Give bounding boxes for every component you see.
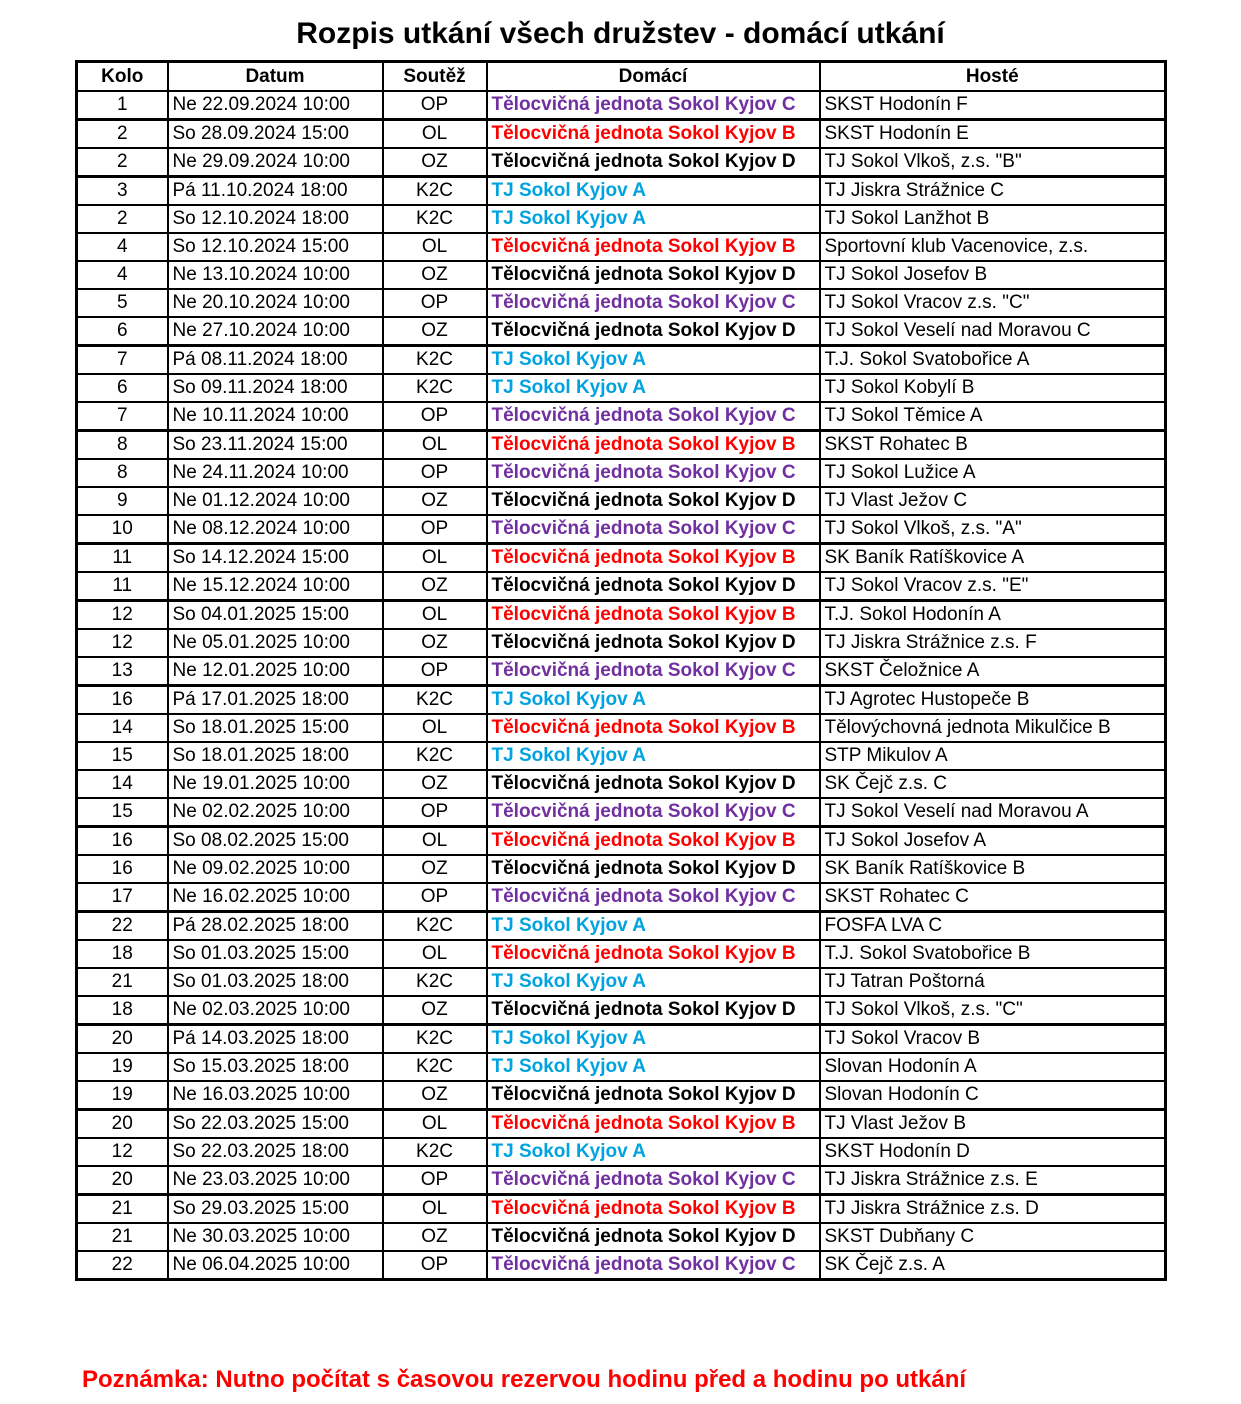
cell-kolo: 2: [77, 120, 168, 149]
cell-datum: Ne 02.02.2025 10:00: [168, 798, 383, 827]
cell-domaci: Tělocvičná jednota Sokol Kyjov B: [487, 544, 820, 573]
cell-soutez: OZ: [383, 487, 487, 515]
column-header-datum: Datum: [168, 62, 383, 92]
cell-soutez: K2C: [383, 205, 487, 233]
cell-domaci: Tělocvičná jednota Sokol Kyjov C: [487, 657, 820, 686]
cell-datum: So 22.03.2025 15:00: [168, 1110, 383, 1139]
cell-kolo: 5: [77, 289, 168, 317]
cell-kolo: 20: [77, 1110, 168, 1139]
cell-kolo: 22: [77, 912, 168, 941]
table-row: [77, 261, 1166, 289]
cell-kolo: 18: [77, 996, 168, 1025]
cell-soutez: OP: [383, 459, 487, 487]
cell-datum: So 23.11.2024 15:00: [168, 431, 383, 460]
column-header-domaci: Domácí: [487, 62, 820, 92]
cell-kolo: 11: [77, 544, 168, 573]
cell-soutez: OP: [383, 883, 487, 912]
cell-soutez: K2C: [383, 742, 487, 770]
cell-datum: So 14.12.2024 15:00: [168, 544, 383, 573]
cell-soutez: OZ: [383, 629, 487, 657]
cell-kolo: 7: [77, 346, 168, 375]
cell-soutez: OL: [383, 1110, 487, 1139]
cell-domaci: Tělocvičná jednota Sokol Kyjov D: [487, 855, 820, 883]
table-row: [77, 205, 1166, 233]
table-row: [77, 686, 1166, 715]
cell-datum: So 12.10.2024 15:00: [168, 233, 383, 261]
table-row: [77, 374, 1166, 402]
cell-hoste: SKST Hodonín E: [820, 120, 1166, 149]
cell-soutez: OZ: [383, 996, 487, 1025]
cell-datum: So 01.03.2025 18:00: [168, 968, 383, 996]
cell-soutez: OZ: [383, 317, 487, 346]
cell-domaci: Tělocvičná jednota Sokol Kyjov D: [487, 1081, 820, 1110]
table-row: [77, 431, 1166, 460]
cell-domaci: Tělocvičná jednota Sokol Kyjov B: [487, 1110, 820, 1139]
cell-domaci: TJ Sokol Kyjov A: [487, 912, 820, 941]
table-row: [77, 544, 1166, 573]
cell-datum: Ne 08.12.2024 10:00: [168, 515, 383, 544]
cell-datum: Ne 30.03.2025 10:00: [168, 1223, 383, 1251]
table-row: [77, 855, 1166, 883]
cell-kolo: 11: [77, 572, 168, 601]
cell-hoste: STP Mikulov A: [820, 742, 1166, 770]
cell-kolo: 12: [77, 1138, 168, 1166]
column-header-kolo: Kolo: [77, 62, 168, 92]
table-row: [77, 1138, 1166, 1166]
cell-soutez: OZ: [383, 572, 487, 601]
cell-datum: Ne 09.02.2025 10:00: [168, 855, 383, 883]
cell-soutez: OL: [383, 601, 487, 630]
cell-datum: Pá 17.01.2025 18:00: [168, 686, 383, 715]
cell-kolo: 12: [77, 601, 168, 630]
cell-hoste: TJ Jiskra Strážnice z.s. E: [820, 1166, 1166, 1195]
cell-kolo: 8: [77, 431, 168, 460]
table-row: [77, 1053, 1166, 1081]
cell-soutez: K2C: [383, 968, 487, 996]
cell-hoste: TJ Jiskra Strážnice z.s. D: [820, 1195, 1166, 1224]
cell-datum: Pá 08.11.2024 18:00: [168, 346, 383, 375]
cell-hoste: TJ Sokol Veselí nad Moravou C: [820, 317, 1166, 346]
cell-kolo: 20: [77, 1025, 168, 1054]
cell-datum: Ne 16.02.2025 10:00: [168, 883, 383, 912]
cell-hoste: TJ Sokol Vracov B: [820, 1025, 1166, 1054]
cell-hoste: SKST Hodonín F: [820, 91, 1166, 120]
cell-hoste: TJ Sokol Vlkoš, z.s. "C": [820, 996, 1166, 1025]
column-header-hoste: Hosté: [820, 62, 1166, 92]
cell-datum: So 28.09.2024 15:00: [168, 120, 383, 149]
cell-kolo: 22: [77, 1251, 168, 1280]
cell-datum: So 18.01.2025 15:00: [168, 714, 383, 742]
cell-domaci: Tělocvičná jednota Sokol Kyjov C: [487, 1251, 820, 1280]
footnote: Poznámka: Nutno počítat s časovou rezervou hodinu před a hodinu po utkání: [82, 1366, 967, 1393]
cell-domaci: Tělocvičná jednota Sokol Kyjov D: [487, 1223, 820, 1251]
cell-soutez: K2C: [383, 1025, 487, 1054]
cell-hoste: Slovan Hodonín A: [820, 1053, 1166, 1081]
cell-datum: So 15.03.2025 18:00: [168, 1053, 383, 1081]
cell-datum: So 08.02.2025 15:00: [168, 827, 383, 856]
cell-hoste: TJ Sokol Vlkoš, z.s. "B": [820, 148, 1166, 177]
table-row: [77, 177, 1166, 206]
cell-hoste: TJ Sokol Vracov z.s. "E": [820, 572, 1166, 601]
cell-datum: So 09.11.2024 18:00: [168, 374, 383, 402]
cell-domaci: Tělocvičná jednota Sokol Kyjov B: [487, 827, 820, 856]
cell-soutez: OL: [383, 544, 487, 573]
cell-kolo: 21: [77, 1195, 168, 1224]
cell-domaci: TJ Sokol Kyjov A: [487, 205, 820, 233]
schedule-body: [77, 91, 1166, 1280]
cell-kolo: 2: [77, 205, 168, 233]
cell-soutez: OP: [383, 515, 487, 544]
cell-hoste: TJ Sokol Lužice A: [820, 459, 1166, 487]
cell-soutez: K2C: [383, 686, 487, 715]
table-row: [77, 996, 1166, 1025]
table-row: [77, 120, 1166, 149]
cell-datum: Ne 27.10.2024 10:00: [168, 317, 383, 346]
cell-kolo: 12: [77, 629, 168, 657]
cell-datum: Pá 14.03.2025 18:00: [168, 1025, 383, 1054]
cell-domaci: Tělocvičná jednota Sokol Kyjov C: [487, 289, 820, 317]
cell-domaci: TJ Sokol Kyjov A: [487, 686, 820, 715]
cell-datum: Ne 01.12.2024 10:00: [168, 487, 383, 515]
cell-kolo: 14: [77, 770, 168, 798]
cell-soutez: K2C: [383, 177, 487, 206]
table-row: [77, 714, 1166, 742]
cell-hoste: T.J. Sokol Hodonín A: [820, 601, 1166, 630]
cell-hoste: Sportovní klub Vacenovice, z.s.: [820, 233, 1166, 261]
cell-hoste: SKST Dubňany C: [820, 1223, 1166, 1251]
cell-kolo: 17: [77, 883, 168, 912]
cell-domaci: Tělocvičná jednota Sokol Kyjov D: [487, 572, 820, 601]
table-row: [77, 487, 1166, 515]
cell-datum: Ne 29.09.2024 10:00: [168, 148, 383, 177]
table-row: [77, 1195, 1166, 1224]
cell-domaci: Tělocvičná jednota Sokol Kyjov C: [487, 515, 820, 544]
table-row: [77, 770, 1166, 798]
cell-datum: Ne 05.01.2025 10:00: [168, 629, 383, 657]
cell-domaci: Tělocvičná jednota Sokol Kyjov D: [487, 629, 820, 657]
cell-hoste: TJ Sokol Vracov z.s. "C": [820, 289, 1166, 317]
cell-soutez: OZ: [383, 1081, 487, 1110]
table-header-row: [77, 62, 1166, 92]
table-row: [77, 148, 1166, 177]
cell-hoste: SKST Čeložnice A: [820, 657, 1166, 686]
cell-kolo: 20: [77, 1166, 168, 1195]
cell-soutez: OZ: [383, 855, 487, 883]
cell-kolo: 1: [77, 91, 168, 120]
cell-kolo: 19: [77, 1053, 168, 1081]
cell-soutez: OL: [383, 120, 487, 149]
cell-kolo: 16: [77, 855, 168, 883]
cell-kolo: 4: [77, 261, 168, 289]
cell-soutez: OL: [383, 714, 487, 742]
cell-kolo: 8: [77, 459, 168, 487]
cell-domaci: Tělocvičná jednota Sokol Kyjov B: [487, 1195, 820, 1224]
cell-hoste: Tělovýchovná jednota Mikulčice B: [820, 714, 1166, 742]
cell-soutez: OL: [383, 940, 487, 968]
cell-kolo: 9: [77, 487, 168, 515]
page-title: Rozpis utkání všech družstev - domácí utkání: [296, 17, 945, 50]
cell-domaci: Tělocvičná jednota Sokol Kyjov B: [487, 601, 820, 630]
cell-hoste: SKST Rohatec B: [820, 431, 1166, 460]
cell-domaci: Tělocvičná jednota Sokol Kyjov C: [487, 1166, 820, 1195]
cell-kolo: 14: [77, 714, 168, 742]
cell-datum: So 22.03.2025 18:00: [168, 1138, 383, 1166]
table-row: [77, 968, 1166, 996]
cell-domaci: TJ Sokol Kyjov A: [487, 968, 820, 996]
table-row: [77, 91, 1166, 120]
cell-kolo: 13: [77, 657, 168, 686]
table-row: [77, 798, 1166, 827]
table-row: [77, 912, 1166, 941]
cell-domaci: Tělocvičná jednota Sokol Kyjov D: [487, 487, 820, 515]
table-row: [77, 1251, 1166, 1280]
table-row: [77, 233, 1166, 261]
cell-hoste: SKST Rohatec C: [820, 883, 1166, 912]
cell-soutez: OZ: [383, 770, 487, 798]
cell-soutez: OL: [383, 1195, 487, 1224]
cell-soutez: K2C: [383, 1053, 487, 1081]
cell-datum: Ne 22.09.2024 10:00: [168, 91, 383, 120]
cell-datum: Ne 12.01.2025 10:00: [168, 657, 383, 686]
cell-datum: Ne 13.10.2024 10:00: [168, 261, 383, 289]
cell-datum: Ne 19.01.2025 10:00: [168, 770, 383, 798]
cell-kolo: 6: [77, 374, 168, 402]
table-row: [77, 402, 1166, 431]
cell-kolo: 16: [77, 686, 168, 715]
cell-datum: Pá 11.10.2024 18:00: [168, 177, 383, 206]
cell-hoste: FOSFA LVA C: [820, 912, 1166, 941]
cell-kolo: 4: [77, 233, 168, 261]
cell-kolo: 7: [77, 402, 168, 431]
cell-kolo: 19: [77, 1081, 168, 1110]
cell-domaci: TJ Sokol Kyjov A: [487, 1025, 820, 1054]
cell-datum: Ne 06.04.2025 10:00: [168, 1251, 383, 1280]
cell-datum: So 04.01.2025 15:00: [168, 601, 383, 630]
cell-domaci: Tělocvičná jednota Sokol Kyjov D: [487, 261, 820, 289]
cell-domaci: TJ Sokol Kyjov A: [487, 742, 820, 770]
cell-datum: So 18.01.2025 18:00: [168, 742, 383, 770]
table-row: [77, 657, 1166, 686]
cell-soutez: OP: [383, 657, 487, 686]
cell-kolo: 21: [77, 1223, 168, 1251]
cell-domaci: Tělocvičná jednota Sokol Kyjov C: [487, 402, 820, 431]
cell-hoste: T.J. Sokol Svatobořice B: [820, 940, 1166, 968]
cell-datum: So 12.10.2024 18:00: [168, 205, 383, 233]
cell-soutez: K2C: [383, 346, 487, 375]
cell-domaci: Tělocvičná jednota Sokol Kyjov C: [487, 883, 820, 912]
cell-hoste: TJ Sokol Lanžhot B: [820, 205, 1166, 233]
cell-kolo: 15: [77, 742, 168, 770]
cell-datum: Ne 15.12.2024 10:00: [168, 572, 383, 601]
table-row: [77, 1223, 1166, 1251]
table-row: [77, 883, 1166, 912]
table-row: [77, 515, 1166, 544]
cell-hoste: SK Čejč z.s. C: [820, 770, 1166, 798]
cell-soutez: OZ: [383, 1223, 487, 1251]
cell-domaci: Tělocvičná jednota Sokol Kyjov D: [487, 996, 820, 1025]
cell-datum: Ne 24.11.2024 10:00: [168, 459, 383, 487]
cell-hoste: TJ Sokol Vlkoš, z.s. "A": [820, 515, 1166, 544]
cell-hoste: SK Baník Ratíškovice B: [820, 855, 1166, 883]
table-row: [77, 940, 1166, 968]
cell-hoste: T.J. Sokol Svatobořice A: [820, 346, 1166, 375]
table-row: [77, 1025, 1166, 1054]
cell-domaci: TJ Sokol Kyjov A: [487, 177, 820, 206]
table-row: [77, 1166, 1166, 1195]
cell-domaci: Tělocvičná jednota Sokol Kyjov B: [487, 714, 820, 742]
cell-hoste: SK Baník Ratíškovice A: [820, 544, 1166, 573]
table-row: [77, 601, 1166, 630]
cell-domaci: TJ Sokol Kyjov A: [487, 374, 820, 402]
cell-kolo: 15: [77, 798, 168, 827]
table-row: [77, 1081, 1166, 1110]
cell-domaci: Tělocvičná jednota Sokol Kyjov B: [487, 940, 820, 968]
cell-hoste: TJ Tatran Poštorná: [820, 968, 1166, 996]
cell-soutez: OP: [383, 1166, 487, 1195]
cell-hoste: TJ Agrotec Hustopeče B: [820, 686, 1166, 715]
cell-kolo: 2: [77, 148, 168, 177]
cell-soutez: K2C: [383, 912, 487, 941]
table-row: [77, 629, 1166, 657]
cell-soutez: OP: [383, 289, 487, 317]
cell-domaci: Tělocvičná jednota Sokol Kyjov B: [487, 233, 820, 261]
table-row: [77, 289, 1166, 317]
cell-soutez: OP: [383, 798, 487, 827]
cell-soutez: OP: [383, 91, 487, 120]
schedule-table: [75, 60, 1167, 1281]
table-row: [77, 317, 1166, 346]
cell-soutez: OL: [383, 431, 487, 460]
table-row: [77, 827, 1166, 856]
cell-domaci: Tělocvičná jednota Sokol Kyjov D: [487, 770, 820, 798]
cell-hoste: TJ Sokol Kobylí B: [820, 374, 1166, 402]
cell-soutez: OL: [383, 827, 487, 856]
cell-domaci: Tělocvičná jednota Sokol Kyjov D: [487, 148, 820, 177]
cell-hoste: TJ Vlast Ježov B: [820, 1110, 1166, 1139]
cell-domaci: TJ Sokol Kyjov A: [487, 346, 820, 375]
cell-kolo: 21: [77, 968, 168, 996]
cell-hoste: TJ Sokol Josefov A: [820, 827, 1166, 856]
cell-datum: So 01.03.2025 15:00: [168, 940, 383, 968]
cell-datum: Pá 28.02.2025 18:00: [168, 912, 383, 941]
cell-domaci: TJ Sokol Kyjov A: [487, 1138, 820, 1166]
cell-domaci: TJ Sokol Kyjov A: [487, 1053, 820, 1081]
cell-datum: So 29.03.2025 15:00: [168, 1195, 383, 1224]
table-row: [77, 459, 1166, 487]
cell-kolo: 3: [77, 177, 168, 206]
cell-kolo: 16: [77, 827, 168, 856]
column-header-soutez: Soutěž: [383, 62, 487, 92]
cell-hoste: TJ Jiskra Strážnice z.s. F: [820, 629, 1166, 657]
cell-datum: Ne 23.03.2025 10:00: [168, 1166, 383, 1195]
cell-domaci: Tělocvičná jednota Sokol Kyjov B: [487, 431, 820, 460]
cell-hoste: TJ Sokol Těmice A: [820, 402, 1166, 431]
cell-soutez: K2C: [383, 1138, 487, 1166]
cell-kolo: 6: [77, 317, 168, 346]
cell-hoste: TJ Sokol Veselí nad Moravou A: [820, 798, 1166, 827]
cell-kolo: 18: [77, 940, 168, 968]
cell-soutez: OP: [383, 1251, 487, 1280]
cell-soutez: OZ: [383, 148, 487, 177]
cell-soutez: OZ: [383, 261, 487, 289]
cell-soutez: OP: [383, 402, 487, 431]
cell-datum: Ne 02.03.2025 10:00: [168, 996, 383, 1025]
cell-soutez: OL: [383, 233, 487, 261]
cell-soutez: K2C: [383, 374, 487, 402]
cell-hoste: SK Čejč z.s. A: [820, 1251, 1166, 1280]
cell-domaci: Tělocvičná jednota Sokol Kyjov C: [487, 459, 820, 487]
cell-domaci: Tělocvičná jednota Sokol Kyjov C: [487, 91, 820, 120]
cell-datum: Ne 16.03.2025 10:00: [168, 1081, 383, 1110]
cell-kolo: 10: [77, 515, 168, 544]
cell-datum: Ne 20.10.2024 10:00: [168, 289, 383, 317]
cell-datum: Ne 10.11.2024 10:00: [168, 402, 383, 431]
cell-hoste: TJ Jiskra Strážnice C: [820, 177, 1166, 206]
cell-hoste: SKST Hodonín D: [820, 1138, 1166, 1166]
cell-hoste: TJ Sokol Josefov B: [820, 261, 1166, 289]
table-row: [77, 1110, 1166, 1139]
table-row: [77, 742, 1166, 770]
table-row: [77, 572, 1166, 601]
cell-domaci: Tělocvičná jednota Sokol Kyjov B: [487, 120, 820, 149]
cell-hoste: TJ Vlast Ježov C: [820, 487, 1166, 515]
table-row: [77, 346, 1166, 375]
cell-domaci: Tělocvičná jednota Sokol Kyjov C: [487, 798, 820, 827]
cell-hoste: Slovan Hodonín C: [820, 1081, 1166, 1110]
cell-domaci: Tělocvičná jednota Sokol Kyjov D: [487, 317, 820, 346]
